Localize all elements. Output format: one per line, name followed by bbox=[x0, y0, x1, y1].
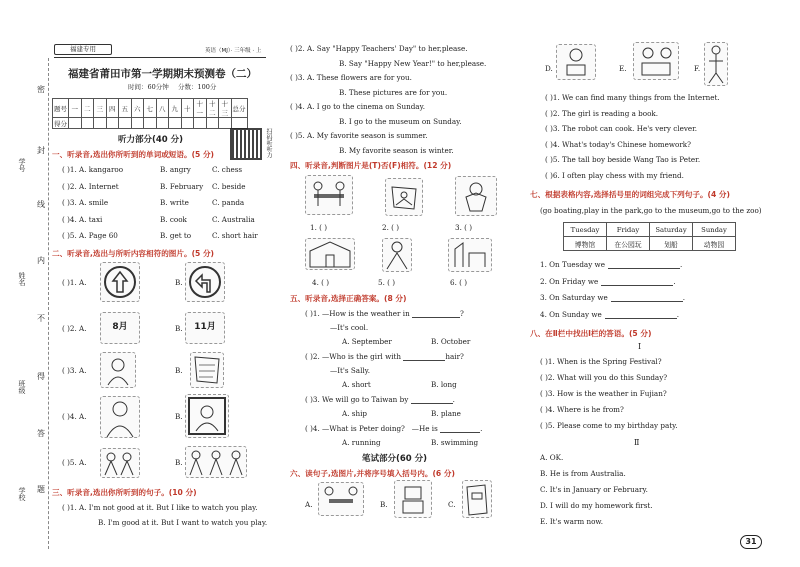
sec8-answer: C. It's in January or February. bbox=[540, 485, 648, 494]
sec7-title: 七、根据表格内容,选择括号里的词组完成下列句子。(4 分) bbox=[530, 190, 731, 199]
sec4-pic-6 bbox=[448, 238, 492, 272]
sec1-option-c: C. short hair bbox=[212, 231, 258, 240]
sec4-answer-slot: 6. ( ) bbox=[450, 278, 468, 287]
seal-char: 得 bbox=[37, 372, 45, 381]
sec1-option-c: C. beside bbox=[212, 181, 246, 191]
sec3-option: ( )5. A. My favorite season is summer. bbox=[290, 131, 428, 140]
sec5-title: 五、听录音,选择正确答案。(8 分) bbox=[290, 294, 407, 303]
sec1-option-b: B. get to bbox=[160, 231, 192, 240]
side-label: 姓名 bbox=[18, 272, 26, 286]
sec6-label-a: A. bbox=[305, 500, 313, 509]
sec3-option: B. I go to the museum on Sunday. bbox=[339, 116, 462, 126]
sec7-blank bbox=[601, 276, 676, 286]
sec5-q3-b: B. plane bbox=[431, 409, 461, 418]
score-header-cell: 十 bbox=[181, 99, 194, 118]
sec2-item: ( )2. A. bbox=[62, 324, 87, 333]
schedule-activity: 动物园 bbox=[693, 237, 736, 251]
sec3-option: ( )4. A. I go to the cinema on Sunday. bbox=[290, 102, 425, 111]
sec5-q3: ( )3. We will go to Taiwan by . bbox=[305, 395, 455, 404]
side-label: 班级 bbox=[18, 380, 26, 394]
chess-picture bbox=[318, 482, 364, 516]
sec1-option-b: B. cook bbox=[160, 214, 187, 224]
schedule-day: Friday bbox=[607, 223, 650, 237]
sec2-b-label: B. bbox=[175, 324, 183, 333]
qr-code bbox=[230, 128, 262, 160]
sec6-sentence: ( )4. What's today's Chinese homework? bbox=[545, 139, 691, 149]
sec7-sentence bbox=[540, 293, 685, 302]
score-cell bbox=[169, 118, 182, 129]
sec5-q3-a: A. ship bbox=[342, 409, 367, 418]
score-cell bbox=[181, 118, 194, 129]
score-cell bbox=[81, 118, 94, 129]
sec7-blank bbox=[611, 293, 686, 302]
sec8-question: ( )2. What will you do this Sunday? bbox=[540, 373, 668, 382]
score-cell bbox=[194, 118, 207, 129]
sec3-q1-a: ( )1. A. I'm not good at it. But I like to watch you play. bbox=[62, 503, 258, 512]
sec7-sentence-end: . bbox=[676, 309, 680, 319]
schedule-activity: 博物馆 bbox=[564, 237, 607, 251]
sec6-label-e: E. bbox=[619, 64, 627, 73]
seal-char: 不 bbox=[37, 314, 45, 323]
sec6-label-d: D. bbox=[545, 64, 553, 73]
qr-caption: 扫码听听力 bbox=[265, 128, 272, 158]
person-picture bbox=[100, 352, 136, 388]
sec6-label-f: F. bbox=[694, 64, 701, 73]
edition: 英语（MJ）· 三年级 · 上 bbox=[205, 48, 262, 54]
sec7-sentence-end: . bbox=[673, 276, 676, 286]
portrait-frame bbox=[185, 394, 229, 438]
score-cell bbox=[156, 118, 169, 129]
sec2-b-label: B. bbox=[175, 366, 183, 375]
sec4-answer-slot: 5. ( ) bbox=[378, 278, 396, 287]
sec7-blank bbox=[605, 309, 680, 319]
seal-char: 密 bbox=[37, 85, 45, 94]
score-cell bbox=[106, 118, 119, 129]
score-header-cell: 十二 bbox=[206, 99, 219, 118]
sec7-sentence-start: 4. On Sunday we bbox=[540, 309, 602, 319]
sec2-item: ( )4. A. bbox=[62, 412, 87, 421]
score-header-cell: 十三 bbox=[219, 99, 232, 118]
calendar-november: 11月 bbox=[185, 312, 225, 344]
sec5-q2-a: A. short bbox=[342, 380, 371, 389]
score-header-cell: 九 bbox=[169, 99, 182, 118]
sec7-sentence-end: . bbox=[682, 293, 686, 302]
sec3-option: B. My favorite season is winter. bbox=[339, 145, 454, 155]
schedule-day: Tuesday bbox=[564, 223, 607, 237]
score-cell bbox=[231, 118, 247, 129]
schedule-day: Saturday bbox=[650, 223, 693, 237]
sec7-sentence-start: 2. On Friday we bbox=[540, 276, 599, 286]
sec1-option-a: ( )4. A. taxi bbox=[62, 214, 103, 224]
sec3-title: 三、听录音,选出你所听到的句子。(10 分) bbox=[52, 488, 197, 497]
sec5-q1-b: B. October bbox=[431, 337, 471, 346]
robot-cook-picture bbox=[394, 480, 432, 518]
internet-picture bbox=[633, 42, 679, 80]
score-header-cell: 总分 bbox=[231, 99, 247, 118]
sec3-q1-b: B. I'm good at it. But I want to watch you play. bbox=[98, 518, 268, 527]
sec7-sentence bbox=[540, 310, 679, 319]
score-label: 分数：100分 bbox=[178, 83, 217, 91]
score-header-cell: 题号 bbox=[53, 99, 69, 118]
sec4-pic-4 bbox=[305, 238, 355, 270]
kids-picture bbox=[100, 448, 140, 478]
page-title: 福建省莆田市第一学期期末预测卷（二） bbox=[68, 68, 257, 80]
sec4-pic-2 bbox=[385, 178, 423, 216]
sec2-item: ( )5. A. bbox=[62, 458, 87, 467]
seal-char: 题 bbox=[37, 485, 45, 494]
sec5-q2-ans: —It's Sally. bbox=[330, 366, 371, 375]
tall-boy-picture bbox=[704, 42, 728, 86]
sec7-sentence bbox=[540, 260, 682, 269]
sec1-option-c: C. Australia bbox=[212, 214, 255, 224]
sec8-question: ( )3. How is the weather in Fujian? bbox=[540, 389, 667, 398]
sec1-option-b: B. angry bbox=[160, 165, 191, 174]
header-rule bbox=[54, 57, 266, 58]
schedule-activity: 划船 bbox=[650, 237, 693, 251]
col1-mark: Ⅰ bbox=[638, 342, 642, 351]
man-picture bbox=[100, 396, 140, 438]
score-header-cell: 四 bbox=[106, 99, 119, 118]
score-cell bbox=[119, 118, 132, 129]
sec4-pic-3 bbox=[455, 176, 497, 216]
sec4-answer-slot: 4. ( ) bbox=[312, 278, 330, 287]
sec7-sentence-start: 3. On Saturday we bbox=[540, 293, 608, 302]
score-cell bbox=[206, 118, 219, 129]
girl-reading-picture bbox=[556, 44, 596, 80]
time-label: 时间：60分钟 bbox=[128, 83, 169, 91]
sec5-q2-b: B. long bbox=[431, 380, 457, 389]
schedule-activity: 在公园玩 bbox=[607, 237, 650, 251]
sec3-option: B. Say "Happy New Year!" to her,please. bbox=[339, 58, 487, 68]
sec6-sentence: ( )6. I often play chess with my friend. bbox=[545, 170, 684, 180]
score-header-cell: 八 bbox=[156, 99, 169, 118]
seal-char: 答 bbox=[37, 429, 45, 438]
sec4-answer-slot: 2. ( ) bbox=[382, 223, 400, 232]
sec6-label-b: B. bbox=[380, 500, 388, 509]
sec1-title: 一、听录音,选出你所听到的单词或短语。(5 分) bbox=[52, 150, 215, 159]
sec7-options: (go boating,play in the park,go to the museum,go to the zoo) bbox=[540, 206, 762, 215]
sec6-sentence: ( )3. The robot can cook. He's very clever. bbox=[545, 124, 698, 133]
sec6-sentence: ( )5. The tall boy beside Wang Tao is Peter. bbox=[545, 155, 701, 164]
chinese-book-picture bbox=[462, 480, 492, 518]
sec5-q4-b: B. swimming bbox=[431, 438, 479, 447]
sec1-option-b: B. write bbox=[160, 198, 189, 207]
sec4-title: 四、听录音,判断图片是(T)否(F)相符。(12 分) bbox=[290, 161, 452, 170]
sec5-q2: ( )2. —Who is the girl with hair? bbox=[305, 352, 464, 361]
sec6-label-c: C. bbox=[448, 500, 456, 509]
sec8-answer: D. I will do my homework first. bbox=[540, 501, 653, 510]
sec1-option-c: C. chess bbox=[212, 165, 243, 174]
sec7-blank bbox=[608, 260, 683, 269]
sec2-item: ( )1. A. bbox=[62, 278, 87, 287]
schedule-day: Sunday bbox=[693, 223, 736, 237]
sec7-sentence bbox=[540, 277, 676, 286]
sec8-question: ( )1. When is the Spring Festival? bbox=[540, 357, 662, 366]
side-label: 学校 bbox=[18, 487, 26, 501]
sec8-question: ( )4. Where is he from? bbox=[540, 405, 624, 414]
sec4-answer-slot: 3. ( ) bbox=[455, 223, 473, 232]
score-table bbox=[52, 98, 248, 129]
sec8-answer: A. OK. bbox=[540, 453, 564, 462]
sec6-sentence: ( )2. The girl is reading a book. bbox=[545, 108, 659, 118]
score-header-cell: 五 bbox=[119, 99, 132, 118]
sec2-b-label: B. bbox=[175, 278, 183, 287]
sec4-pic-5 bbox=[382, 238, 412, 272]
seal-char: 封 bbox=[37, 146, 45, 155]
sec5-q4-a: A. running bbox=[342, 438, 381, 447]
turn-left-sign bbox=[185, 262, 225, 302]
sec4-answer-slot: 1. ( ) bbox=[310, 223, 328, 232]
sec1-option-a: ( )5. A. Page 60 bbox=[62, 231, 118, 240]
seal-char: 线 bbox=[37, 200, 45, 209]
group-picture bbox=[185, 446, 247, 478]
seal-char: 内 bbox=[37, 256, 45, 265]
sec1-option-a: ( )3. A. smile bbox=[62, 198, 109, 207]
sec3-option: B. These pictures are for you. bbox=[339, 87, 448, 97]
schedule-table bbox=[563, 222, 736, 251]
sec8-title: 八、在Ⅱ栏中找出Ⅰ栏的答语。(5 分) bbox=[530, 329, 652, 338]
side-label: 学号 bbox=[18, 158, 26, 172]
writing-header: 笔试部分(60 分) bbox=[362, 454, 428, 464]
sec1-option-a: ( )1. A. kangaroo bbox=[62, 165, 124, 174]
sec2-b-label: B. bbox=[175, 412, 183, 421]
sec4-pic-1 bbox=[305, 175, 353, 215]
sec2-title: 二、听录音,选出与所听内容相符的图片。(5 分) bbox=[52, 249, 215, 258]
sec8-question: ( )5. Please come to my birthday paty. bbox=[540, 421, 678, 430]
score-header-cell: 七 bbox=[144, 99, 157, 118]
sec1-option-b: B. February bbox=[160, 181, 204, 191]
sec5-q1-ans: —It's cool. bbox=[330, 323, 369, 332]
paper-picture bbox=[190, 352, 224, 388]
sec6-sentence: ( )1. We can find many things from the Internet. bbox=[545, 93, 720, 102]
score-cell bbox=[94, 118, 107, 129]
sec1-option-a: ( )2. A. Internet bbox=[62, 181, 119, 191]
score-cell bbox=[144, 118, 157, 129]
score-header-cell: 一 bbox=[69, 99, 82, 118]
sec8-answer: E. It's warm now. bbox=[540, 517, 604, 526]
sec8-answer: B. He is from Australia. bbox=[540, 469, 626, 478]
sec6-title: 六、读句子,选图片,并将序号填入括号内。(6 分) bbox=[290, 469, 455, 478]
score-cell bbox=[219, 118, 232, 129]
sec3-option: ( )2. A. Say "Happy Teachers' Day" to her,please. bbox=[290, 44, 468, 53]
sec2-b-label: B. bbox=[175, 458, 183, 467]
sec7-sentence-end: . bbox=[679, 260, 683, 269]
score-header-cell: 十一 bbox=[194, 99, 207, 118]
col2-mark: Ⅱ bbox=[634, 438, 640, 447]
calendar-august: 8月 bbox=[100, 312, 140, 344]
score-header-cell: 二 bbox=[81, 99, 94, 118]
sec2-item: ( )3. A. bbox=[62, 366, 87, 375]
score-cell bbox=[131, 118, 144, 129]
listening-header: 听力部分(40 分) bbox=[118, 135, 184, 145]
sec1-option-c: C. panda bbox=[212, 198, 245, 207]
score-row-label: 得分 bbox=[54, 119, 67, 128]
score-header-cell: 三 bbox=[94, 99, 107, 118]
sec5-q1-a: A. September bbox=[342, 337, 392, 346]
score-cell bbox=[69, 118, 82, 129]
seal-line bbox=[48, 58, 49, 549]
arrow-up-sign bbox=[100, 262, 140, 302]
sec3-option: ( )3. A. These flowers are for you. bbox=[290, 73, 412, 82]
score-header-cell: 六 bbox=[131, 99, 144, 118]
sec5-q4: ( )4. —What is Peter doing? —He is . bbox=[305, 424, 483, 433]
sec5-q1: ( )1. —How is the weather in ? bbox=[305, 309, 464, 318]
badge: 福建专用 bbox=[54, 44, 112, 55]
page-number: 31 bbox=[740, 535, 762, 549]
sec7-sentence-start: 1. On Tuesday we bbox=[540, 260, 605, 269]
